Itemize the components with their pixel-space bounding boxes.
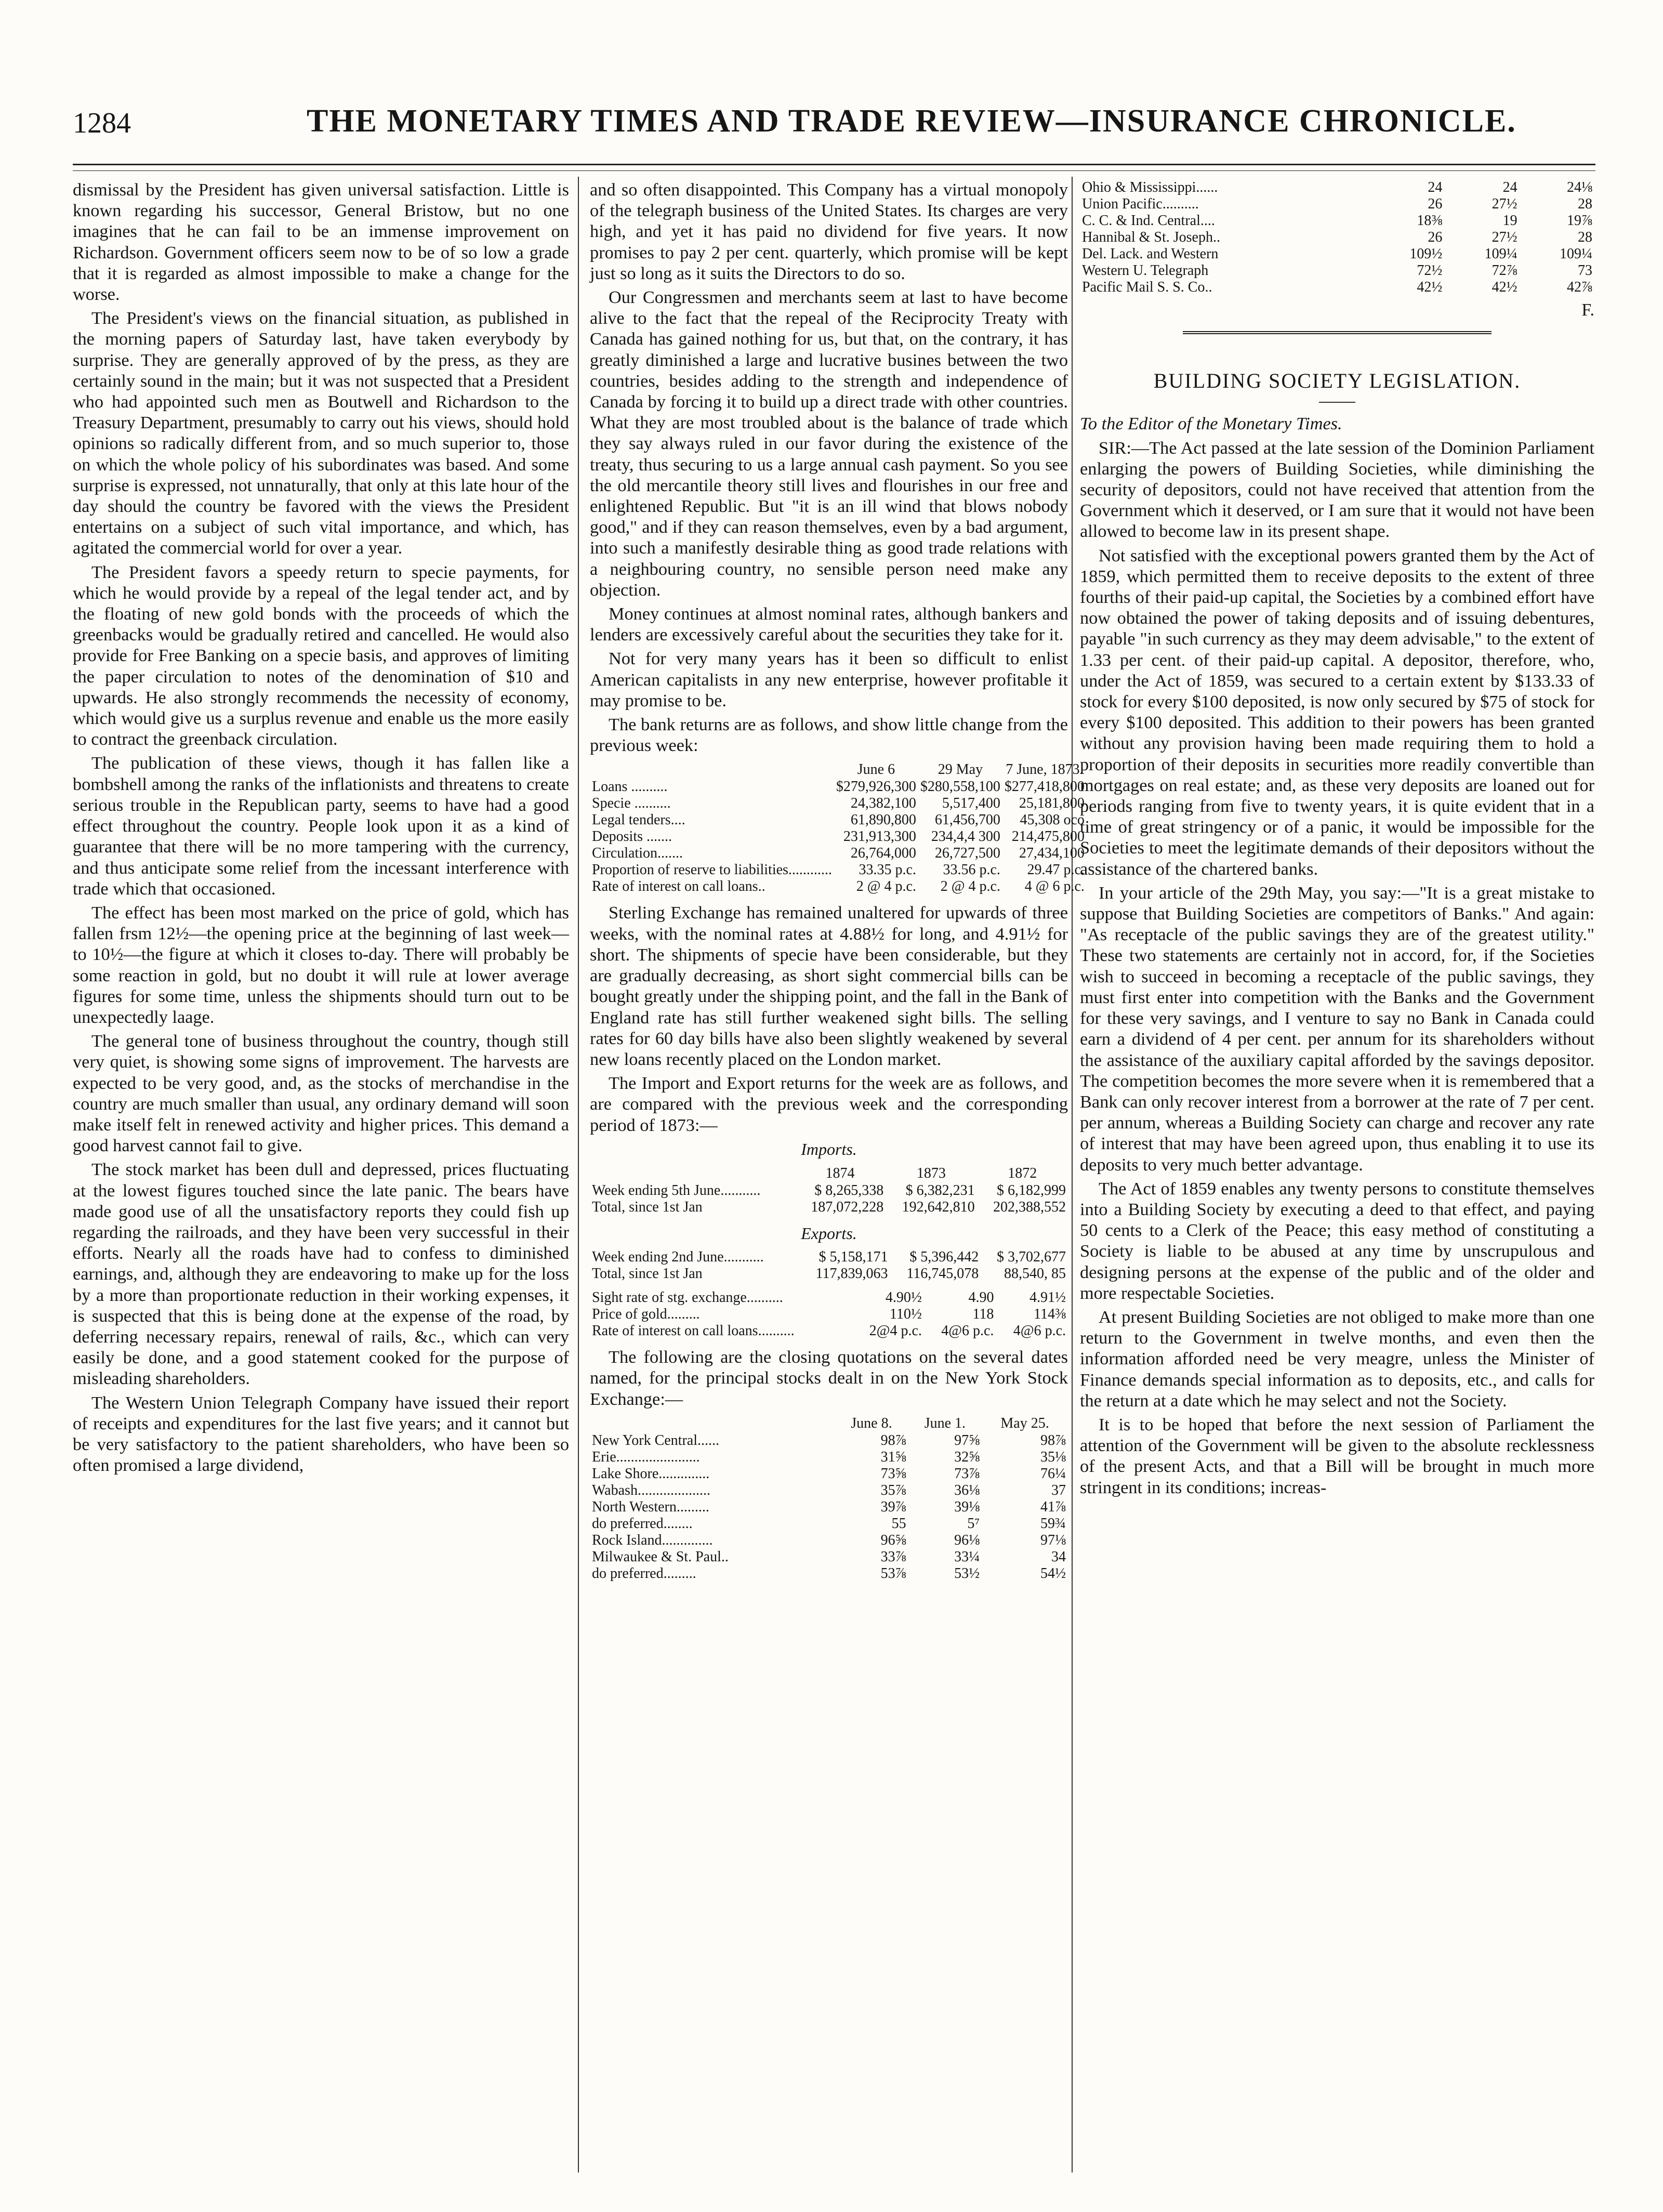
cell-value: 42½ xyxy=(1492,279,1517,295)
cell-value: 88,540, 85 xyxy=(1004,1266,1066,1282)
cell-value: 24 xyxy=(1502,179,1517,195)
table-row xyxy=(590,779,1087,795)
paragraph: The bank returns are as follows, and show little change from the previous week: xyxy=(590,715,1068,756)
imports-table-body xyxy=(590,1182,1068,1216)
row-label: Week ending 5th June........... xyxy=(592,1182,761,1199)
cell-value: 187,072,228 xyxy=(811,1199,884,1215)
cell-value: 109¼ xyxy=(1560,246,1592,262)
paragraph: The President favors a speedy return to specie payments, for which he would provide by a repeal of the legal tender act, and by the floating of new gold bonds with the proceeds of which the greenbacks would be gradually retired and cancelled. He would also provide for Free Banking on a specie basis, and approves of limiting the paper circulation to notes of the denomination of $10 and upwards. He also strongly recommends the necessity of economy, which would give us a surplus revenue and enable us the more easily to contract the greenback circulation. xyxy=(73,562,569,749)
header-rule-thin xyxy=(73,170,1595,171)
table-row xyxy=(590,1266,1068,1282)
row-label: Western U. Telegraph xyxy=(1082,262,1209,279)
row-label: Milwaukee & St. Paul.. xyxy=(592,1548,729,1565)
column-divider-1 xyxy=(578,177,579,2172)
cell-value: 231,913,300 xyxy=(843,828,916,845)
cell-value: $ 3,702,677 xyxy=(997,1249,1066,1266)
cell-value: 234,4,4 300 xyxy=(931,828,1000,845)
cell-value: 72⅞ xyxy=(1492,262,1517,279)
cell-value: 73 xyxy=(1578,262,1592,279)
row-label: Erie....................... xyxy=(592,1449,700,1465)
header-rule xyxy=(73,164,1595,165)
stock-continued-body xyxy=(1080,179,1594,296)
cell-value: 4@6 p.c. xyxy=(1013,1323,1066,1339)
cell-value: 73⅞ xyxy=(954,1465,980,1482)
table-row xyxy=(590,812,1087,828)
imports-heading: Imports. xyxy=(801,1139,857,1158)
row-label: Rate of interest on call loans.. xyxy=(592,878,765,895)
paragraph: The Import and Export returns for the week are as follows, and are compared with the previous week and the corresponding period of 1873:— xyxy=(590,1073,1068,1135)
signature: F. xyxy=(1581,300,1594,320)
stock-quotations-table xyxy=(590,1415,1068,1582)
table-row xyxy=(590,1532,1068,1549)
cell-value: 59¾ xyxy=(1040,1515,1066,1532)
cell-value: 34 xyxy=(1051,1548,1066,1565)
column-3 xyxy=(1080,179,1594,2170)
column-header: 1873 xyxy=(916,1165,946,1181)
masthead-title: THE MONETARY TIMES AND TRADE REVIEW—INSURANCE CHRONICLE. xyxy=(307,103,1516,139)
cell-value: $ 6,182,999 xyxy=(997,1182,1066,1199)
cell-value: 33⅞ xyxy=(880,1548,906,1565)
row-label: Del. Lack. and Western xyxy=(1082,246,1219,262)
cell-value: 5,517,400 xyxy=(942,795,1000,812)
row-label: Legal tenders.... xyxy=(592,812,685,828)
column-header: June 8. xyxy=(851,1415,892,1431)
page-number: 1284 xyxy=(73,107,131,139)
paragraph: dismissal by the President has given universal satisfaction. Little is known regarding his successor, General Bristow, but no one imagines that he can fail to be an immense improvement on Richardson. Government officers seem now to be of so low a grade that it is regarded as almost impossible to make a change for the worse. xyxy=(73,180,569,305)
paragraph: Our Congressmen and merchants seem at last to have become alive to the fact that the repeal of the Reciprocity Treaty with Canada has gained nothing for us, but that, on the contrary, it has greatly diminished a large and lucrative busines between the two countries, besides adding to the strength and independence of Canada by forcing it to build up a direct trade with other countries. What they are most troubled about is the balance of trade which they say always ruled in our favor during the existence of the treaty, thus securing to us a large annual cash payment. So you see the old mercantile theory still lives and flourishes in our free and enlightened Republic. But "it is an ill wind that blows nobody good," and if they can reason themselves, even by a bad argument, into such a manifestly desirable thing as good trade relations with a neighbouring country, no sensible person need make any objection. xyxy=(590,287,1068,600)
table-row xyxy=(1080,262,1594,279)
column-header: June 1. xyxy=(924,1415,966,1431)
cell-value: 109¼ xyxy=(1484,246,1517,262)
row-label: Week ending 2nd June........... xyxy=(592,1249,764,1266)
paragraph: The effect has been most marked on the price of gold, which has fallen frsm 12½—the opening price at the beginning of last week—to 10½—the figure at which it closes to-day. There will probably be some reaction in gold, but no doubt it will rule at lower average figures for some time, unless the shipments should turn out to be unexpectedly laage. xyxy=(73,902,569,1027)
cell-value: 53½ xyxy=(954,1565,980,1582)
table-row xyxy=(1080,196,1594,213)
paragraph: The stock market has been dull and depressed, prices fluctuating at the lowest figures touched since the late panic. The bears have made good use of all the unsatisfactory reports they could fish up regarding the railroads, and they have been very successful in their efforts. Nearly all the roads have had to confess to diminished earnings, and, although they are endeavoring to make up for the loss by a more than proportionate reduction in their working expenses, it is suspected that this is being done at the expense of the road, by deferring necessary repairs, renewal of rails, &c., which can very easily be done, and a good statement cooked for the purpose of misleading shareholders. xyxy=(73,1160,569,1389)
cell-value: 39⅞ xyxy=(880,1498,906,1515)
paragraph: The Act of 1859 enables any twenty persons to constitute themselves into a Building Society by executing a deed to that effect, and paying 50 cents to a Clerk of the Peace; this easy method of constituting a Society is liable to be abused at any time by unscrupulous and designing persons at the expense of the public and of the older and more respectable Societies. xyxy=(1080,1178,1594,1303)
cell-value: $ 8,265,338 xyxy=(814,1182,884,1199)
cell-value: 28 xyxy=(1578,196,1592,212)
cell-value: 96⅛ xyxy=(954,1532,980,1548)
paragraph: Sterling Exchange has remained unaltered for upwards of three weeks, with the nominal rates at 4.88½ for long, and 4.91½ for short. The shipments of specie have been considerable, but they are gradually decreasing, as short sight commercial bills can be bought greatly under the shipping point, and the fall in the Bank of England rate has still further weakened sight bills. The selling rates for 60 day bills have also been slightly weakened by several new loans recently placed on the London market. xyxy=(590,903,1068,1069)
row-label: C. C. & Ind. Central.... xyxy=(1082,213,1215,229)
row-label: Total, since 1st Jan xyxy=(592,1199,703,1215)
table-row xyxy=(1080,229,1594,246)
table-header-row xyxy=(590,1415,1068,1432)
cell-value: 54½ xyxy=(1040,1565,1066,1582)
cell-value: 2 @ 4 p.c. xyxy=(940,878,1000,895)
cell-value: 42½ xyxy=(1417,279,1443,295)
cell-value: 61,456,700 xyxy=(934,812,1000,828)
row-label: Rock Island.............. xyxy=(592,1532,713,1548)
row-label: do preferred........ xyxy=(592,1515,693,1532)
cell-value: 26,764,000 xyxy=(850,845,916,862)
cell-value: 55 xyxy=(891,1515,906,1532)
cell-value: 42⅞ xyxy=(1567,279,1592,295)
cell-value: 18⅜ xyxy=(1417,213,1443,229)
stock-table-body xyxy=(590,1432,1068,1582)
cell-value: $ 6,382,231 xyxy=(905,1182,975,1199)
cell-value: 33.35 p.c. xyxy=(859,862,916,878)
row-label: Hannibal & St. Joseph.. xyxy=(1082,229,1220,245)
row-label: Sight rate of stg. exchange.......... xyxy=(592,1289,783,1306)
exchange-table-body xyxy=(590,1289,1068,1339)
exchange-table xyxy=(590,1289,1068,1339)
paragraph: Not for very many years has it been so difficult to enlist American capitalists in any new enterprise, however profitable it may promise to be. xyxy=(590,649,1068,710)
column-header: June 6 xyxy=(857,761,895,778)
row-label: Wabash.................... xyxy=(592,1482,710,1498)
cell-value: 192,642,810 xyxy=(902,1199,975,1215)
column-header: 1872 xyxy=(1008,1165,1037,1181)
cell-value: 33¼ xyxy=(954,1548,980,1565)
column-2 xyxy=(590,179,1085,2170)
cell-value: 32⅝ xyxy=(954,1449,980,1465)
cell-value: $ 5,396,442 xyxy=(909,1249,979,1266)
table-row xyxy=(1080,213,1594,229)
column-header: 29 May xyxy=(938,761,983,778)
cell-value: 73⅝ xyxy=(880,1465,906,1482)
row-label: Proportion of reserve to liabilities............ xyxy=(592,862,832,878)
table-row xyxy=(1080,279,1594,296)
cell-value: $277,418,800 xyxy=(1004,779,1085,795)
cell-value: 2@4 p.c. xyxy=(869,1323,922,1339)
title-rule xyxy=(1319,402,1355,403)
cell-value: 98⅞ xyxy=(1040,1432,1066,1449)
bank-table-body xyxy=(590,779,1087,895)
bank-returns-table xyxy=(590,761,1087,895)
cell-value: 24⅛ xyxy=(1567,179,1592,195)
table-row xyxy=(590,1182,1068,1199)
table-row xyxy=(590,1466,1068,1482)
imports-table xyxy=(590,1165,1068,1216)
row-label: Price of gold......... xyxy=(592,1306,700,1323)
paragraph: Money continues at almost nominal rates, although bankers and lenders are excessively careful about the securities they take for it. xyxy=(590,604,1068,645)
cell-value: 53⅞ xyxy=(880,1565,906,1582)
paragraph: The President's views on the financial situation, as published in the morning papers of Saturday last, have taken everybody by surprise. They are generally approved of by the press, as they are certainly sound in the main; but it was not suspected that a President who had appointed such men as Boutwell and Richardson to the Treasury Department, presumably to carry out his views, should hold opinions so radically different from, and so much superior to, those on which the whole policy of his subordinates was based. And some surprise is expressed, not unnaturally, that only at this late hour of the day should the country be favored with the views the President entertains on a subject of such vital importance, and which, has agitated the commercial world for over a year. xyxy=(73,308,569,558)
table-row xyxy=(590,1306,1068,1323)
cell-value: 28 xyxy=(1578,229,1592,245)
cell-value: 26 xyxy=(1428,229,1443,245)
paragraph: The general tone of business throughout the country, though still very quiet, is showing some signs of improvement. The harvests are expected to be very good, and, as the stocks of merchandise in the country are much smaller than usual, any ordinary demand will soon make itself felt in renewed activity and higher prices. This demand a good harvest cannot fail to give. xyxy=(73,1031,569,1156)
cell-value: $280,558,100 xyxy=(920,779,1000,795)
cell-value: 26,727,500 xyxy=(934,845,1000,862)
table-row xyxy=(590,1549,1068,1565)
cell-value: 19⅞ xyxy=(1567,213,1592,229)
cell-value: 2 @ 4 p.c. xyxy=(856,878,916,895)
article-title: BUILDING SOCIETY LEGISLATION. xyxy=(1153,369,1521,393)
cell-value: 27,434,100 xyxy=(1019,845,1085,862)
cell-value: 114⅜ xyxy=(1034,1306,1066,1323)
cell-value: 39⅛ xyxy=(954,1498,980,1515)
exports-table xyxy=(590,1249,1068,1282)
table-row xyxy=(590,1432,1068,1449)
cell-value: 117,839,063 xyxy=(815,1266,888,1282)
table-row xyxy=(590,795,1087,812)
row-label: North Western......... xyxy=(592,1498,709,1515)
salutation: To the Editor of the Monetary Times. xyxy=(1080,414,1342,434)
cell-value: 45,308 oco xyxy=(1020,812,1085,828)
paragraph: The Western Union Telegraph Company have issued their report of receipts and expenditures for the last five years; and it cannot but be very satisfactory to the patient shareholders, who have been so often promised a large dividend, xyxy=(73,1392,569,1476)
cell-value: 61,890,800 xyxy=(850,812,916,828)
paragraph: At present Building Societies are not obliged to make more than one return to the Government in twelve months, and even then the information afforded need be very meagre, unless the Minister of Finance demands special information as to deposits, etc., and calls for the return at a date which he may select and not the Society. xyxy=(1080,1307,1594,1411)
section-divider xyxy=(1183,331,1492,334)
cell-value: $279,926,300 xyxy=(836,779,916,795)
cell-value: 4.91½ xyxy=(1030,1289,1066,1306)
row-label: Total, since 1st Jan xyxy=(592,1266,703,1282)
row-label: Deposits ....... xyxy=(592,828,672,845)
row-label: Union Pacific.......... xyxy=(1082,196,1199,212)
row-label: Rate of interest on call loans.......... xyxy=(592,1323,795,1339)
row-label: Circulation....... xyxy=(592,845,683,862)
table-row xyxy=(590,1482,1068,1499)
row-label: Lake Shore.............. xyxy=(592,1465,710,1482)
cell-value: 19 xyxy=(1502,213,1517,229)
cell-value: 97⅝ xyxy=(954,1432,980,1449)
column-header: 7 June, 1873. xyxy=(1006,761,1084,778)
cell-value: 4.90 xyxy=(968,1289,994,1306)
cell-value: 76¼ xyxy=(1040,1465,1066,1482)
table-row xyxy=(590,1199,1068,1216)
cell-value: 24 xyxy=(1428,179,1443,195)
cell-value: 4 @ 6 p.c. xyxy=(1024,878,1085,895)
table-row xyxy=(590,1449,1068,1466)
cell-value: $ 5,158,171 xyxy=(819,1249,888,1266)
table-row xyxy=(590,878,1087,895)
table-row xyxy=(590,828,1087,845)
cell-value: 97⅛ xyxy=(1040,1532,1066,1548)
exports-heading: Exports. xyxy=(801,1223,857,1243)
column-divider-2 xyxy=(1072,177,1073,2172)
cell-value: 27½ xyxy=(1492,229,1517,245)
cell-value: 41⅞ xyxy=(1040,1498,1066,1515)
cell-value: 116,745,078 xyxy=(906,1266,979,1282)
paragraph: The following are the closing quotations on the several dates named, for the principal stocks dealt in on the New York Stock Exchange:— xyxy=(590,1347,1068,1409)
exports-table-body xyxy=(590,1249,1068,1282)
paragraph: The publication of these views, though it has fallen like a bombshell among the ranks of the inflationists and threatens to create serious trouble in the Republican party, seems to have had a good effect throughout the country. People look upon it as a kind of guarantee that there will be no more tampering with the currency, and thus anticipate some relief from the incessant interference with trade which that occasioned. xyxy=(73,753,569,899)
row-label: Pacific Mail S. S. Co.. xyxy=(1082,279,1212,295)
paragraph: and so often disappointed. This Company has a virtual monopoly of the telegraph business of the United States. Its charges are very high, and yet it has paid no dividend for five years. It now promises to pay 2 per cent. quarterly, which promise will be kept just so long as it suits the Directors to do so. xyxy=(590,180,1068,283)
cell-value: 36⅛ xyxy=(954,1482,980,1498)
cell-value: 109½ xyxy=(1409,246,1443,262)
table-row xyxy=(590,1516,1068,1532)
cell-value: 202,388,552 xyxy=(993,1199,1066,1215)
row-label: Specie .......... xyxy=(592,795,671,812)
cell-value: 29.47 p.c. xyxy=(1027,862,1085,878)
row-label: Ohio & Mississippi...... xyxy=(1082,179,1218,195)
table-row xyxy=(590,862,1087,878)
cell-value: 27½ xyxy=(1492,196,1517,212)
table-header-row xyxy=(590,761,1087,779)
table-row xyxy=(590,1289,1068,1306)
cell-value: 72½ xyxy=(1417,262,1443,279)
cell-value: 214,475,800 xyxy=(1011,828,1085,845)
cell-value: 33.56 p.c. xyxy=(943,862,1000,878)
table-row xyxy=(590,845,1087,862)
table-row xyxy=(1080,179,1594,196)
cell-value: 110½ xyxy=(889,1306,922,1323)
table-row xyxy=(1080,246,1594,262)
cell-value: 24,382,100 xyxy=(850,795,916,812)
cell-value: 118 xyxy=(972,1306,994,1323)
cell-value: 96⅝ xyxy=(880,1532,906,1548)
column-header: May 25. xyxy=(1000,1415,1049,1431)
paragraph: In your article of the 29th May, you say:—"It is a great mistake to suppose that Building Societies are competitors of Banks." And again: "As receptacle of the public savings they are of the greatest utility." These two statements are certainly not in accord, for, if the Societies wish to succeed in becoming a receptacle of the public savings, they must first enter into competition with the Banks and the Government for these very savings, and I venture to say no Bank in Canada could earn a dividend of 4 per cent. per annum for its shareholders without the assistance of the auxiliary capital afforded by the savings depositor. The competition becomes the more severe when it is remembered that a Bank can only recover interest from a borrower at the rate of 7 per cent. per annum, whereas a Building Society can charge and recover any rate of interest that may have been agreed upon, thus enabling it to use its deposits to very much better advantage. xyxy=(1080,883,1594,1175)
table-header-row xyxy=(590,1165,1068,1182)
row-label: do preferred......... xyxy=(592,1565,696,1582)
paragraph: SIR:—The Act passed at the late session of the Dominion Parliament enlarging the powers of Building Societies, while diminishing the security of depositors, could not have received that attention from the Government which it deserved, or I am sure that it would not have been allowed to become law in its present shape. xyxy=(1080,438,1594,542)
row-label: New York Central...... xyxy=(592,1432,719,1449)
cell-value: 4@6 p.c. xyxy=(941,1323,994,1339)
column-1 xyxy=(73,179,569,2170)
paragraph: It is to be hoped that before the next session of Parliament the attention of the Government will be given to the absolute recklessness of the present Acts, and that a Bill will be brought in much more stringent in its conditions; increas- xyxy=(1080,1414,1594,1497)
table-row xyxy=(590,1249,1068,1266)
cell-value: 35⅞ xyxy=(880,1482,906,1498)
cell-value: 98⅞ xyxy=(880,1432,906,1449)
cell-value: 26 xyxy=(1428,196,1443,212)
cell-value: 37 xyxy=(1051,1482,1066,1498)
table-row xyxy=(590,1565,1068,1582)
cell-value: 4.90½ xyxy=(885,1289,922,1306)
cell-value: 5⁷ xyxy=(967,1515,980,1532)
table-row xyxy=(590,1499,1068,1516)
row-label: Loans .......... xyxy=(592,779,668,795)
column-header: 1874 xyxy=(825,1165,855,1181)
stock-quotations-continued-table xyxy=(1080,179,1594,296)
cell-value: 35⅛ xyxy=(1040,1449,1066,1465)
cell-value: 31⅝ xyxy=(880,1449,906,1465)
table-row xyxy=(590,1323,1068,1339)
cell-value: 25,181,800 xyxy=(1019,795,1085,812)
paragraph: Not satisfied with the exceptional powers granted them by the Act of 1859, which permitted them to receive deposits to the extent of three fourths of their paid-up capital, the Societies by a combined effort have now obtained the power of taking deposits and of issuing debentures, payable "in such currency as they may deem advisable," to the extent of 1.33 per cent. of their paid-up capital. A depositor, therefore, who, under the Act of 1859, was secured to a certain extent by $133.33 of stock for every $100 deposited, is now only secured by $75 of stock for every $100 deposited. This addition to their powers has been granted without any provision having been made requiring them to hold a proportion of their deposits in securities more readily convertible than mortgages on real estate; and, as these very deposits are loaned out for periods ranging from five to twenty years, it is quite evident that in a time of great stringency or of a panic, it would be impossible for the Societies to meet the legitimate demands of their depositors without the assistance of the chartered banks. xyxy=(1080,545,1594,879)
